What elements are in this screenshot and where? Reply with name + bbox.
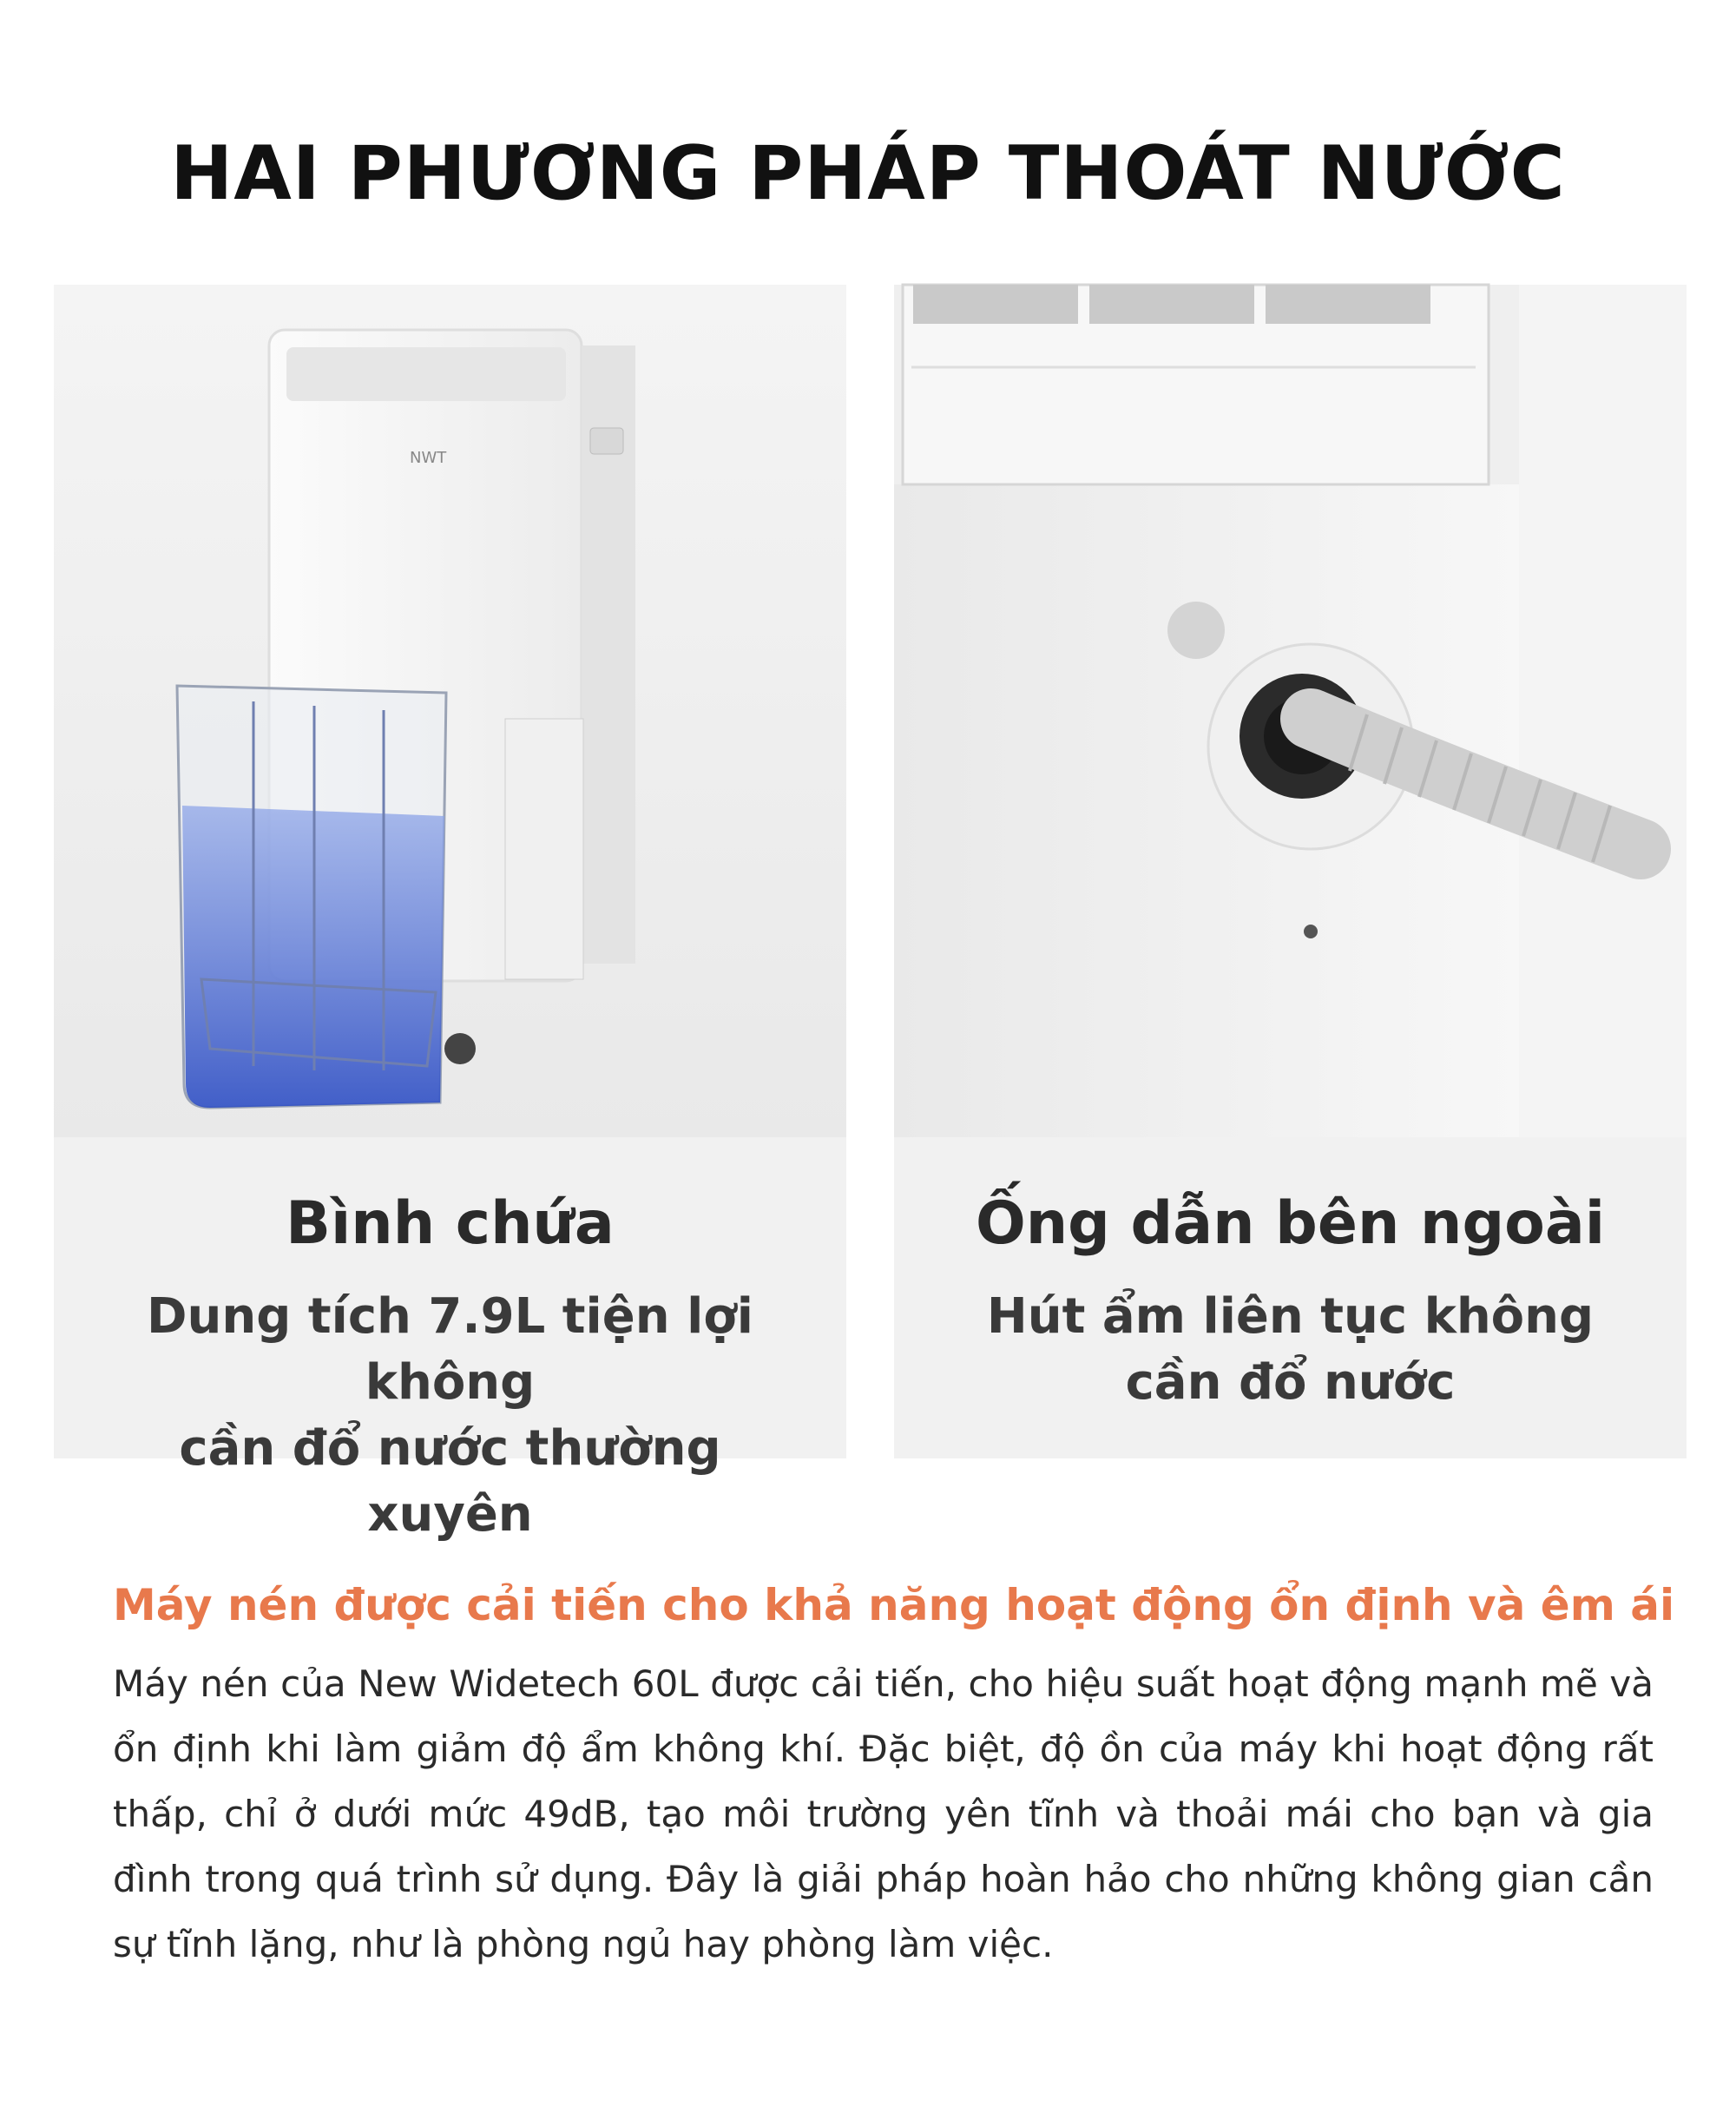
brand-logo: NWT <box>410 449 447 467</box>
water-tank-text <box>54 1137 846 1543</box>
water-tank-desc-line-1: Dung tích 7.9L tiện lợi không <box>147 1288 753 1411</box>
dehumidifier-tank-image <box>54 285 846 1137</box>
page-title: HAI PHƯƠNG PHÁP THOÁT NƯỚC <box>170 130 1566 217</box>
external-hose-card <box>894 285 1687 1458</box>
external-hose-description <box>894 1284 1687 1416</box>
water-tank-description <box>54 1284 846 1548</box>
water-tank-desc-line-2: cần đổ nước thường xuyên <box>179 1420 721 1543</box>
drain-hose-image <box>894 285 1687 1137</box>
feature-body: Máy nén của New Widetech 60L được cải tiến, cho hiệu suất hoạt động mạnh mẽ và ổn định khi làm giảm độ ẩm không khí. Đặc biệt, độ ồn của máy khi hoạt động rất thấp, chỉ ở dưới mức 49dB, tạo môi trường yên tĩnh và thoải mái cho bạn và gia đình trong quá trình sử dụng. Đây là giải pháp hoàn hảo cho những không gian cần sự tĩnh lặng, như là phòng ngủ hay phòng làm việc. <box>113 1662 1654 1965</box>
feature-heading: Máy nén được cải tiến cho khả năng hoạt động ổn định và êm ái <box>113 1580 1675 1630</box>
water-tank-card <box>54 285 846 1543</box>
external-hose-desc-line-1: Hút ẩm liên tục không <box>986 1288 1595 1345</box>
external-hose-desc-line-2: cần đổ nước <box>1125 1354 1456 1411</box>
external-hose-text <box>894 1137 1687 1458</box>
external-hose-heading: Ống dẫn bên ngoài <box>975 1189 1606 1258</box>
water-tank-heading: Bình chứa <box>286 1189 615 1258</box>
